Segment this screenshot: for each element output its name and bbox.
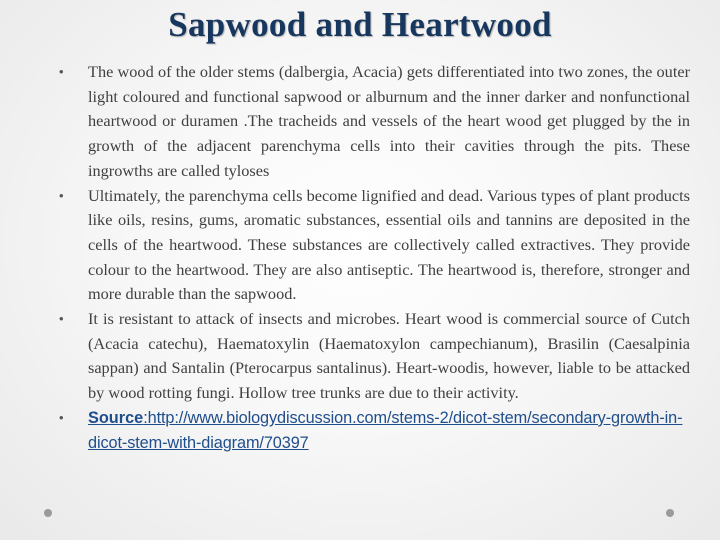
bullet-marker: •: [59, 409, 64, 425]
bullet-item-1: [59, 60, 690, 184]
bullet-marker: •: [59, 311, 64, 327]
slide-title: Sapwood and Heartwood: [168, 5, 552, 44]
bullet-item-2: [59, 184, 690, 308]
bullet-marker: •: [59, 64, 64, 79]
bullet-text: The wood of the older stems (dalbergia, Acacia) gets differentiated into two zones, the outer light coloured and functional sapwood or alburnum and the inner darker and nonfunctional heartwood or duramen .The tracheids and vessels of the heart wood get plugged by the in growth of the adjacent parenchyma cells into their cavities through the pits. These ingrowths are called tyloses: [88, 62, 690, 180]
bullet-marker: •: [59, 187, 64, 203]
bullet-text: Ultimately, the parenchyma cells become lignified and dead. Various types of plant products like oils, resins, gums, aromatic substances, essential oils and tannins are deposited in the cells of the heartwood. These substances are collectively called extractives. They provide colour to the heartwood. They are also antiseptic. The heartwood is, therefore, stronger and more durable than the sapwood.: [88, 185, 690, 304]
bullet-item-source: [59, 406, 690, 455]
bullet-text: It is resistant to attack of insects and microbes. Heart wood is commercial source of Cutch (Acacia catechu), Haematoxylin (Haematoxylon campechianum), Brasilin (Caesalpinia sappan) and Santalin (Pterocarpus santalinus). Heart-woodis, however, liable to be attacked by wood rotting fungi. Hollow tree trunks are due to their activity.: [88, 309, 690, 403]
decorative-dot-right: [666, 509, 674, 517]
decorative-dot-left: [44, 509, 52, 517]
bullet-item-3: [59, 307, 690, 406]
source-link[interactable]: :http://www.biologydiscussion.com/stems-2/dicot-stem/secondary-growth-in-dicot-stem-with-diagram/70397: [88, 408, 683, 452]
bullet-list: [59, 60, 690, 455]
source-label[interactable]: Source: [88, 408, 144, 427]
